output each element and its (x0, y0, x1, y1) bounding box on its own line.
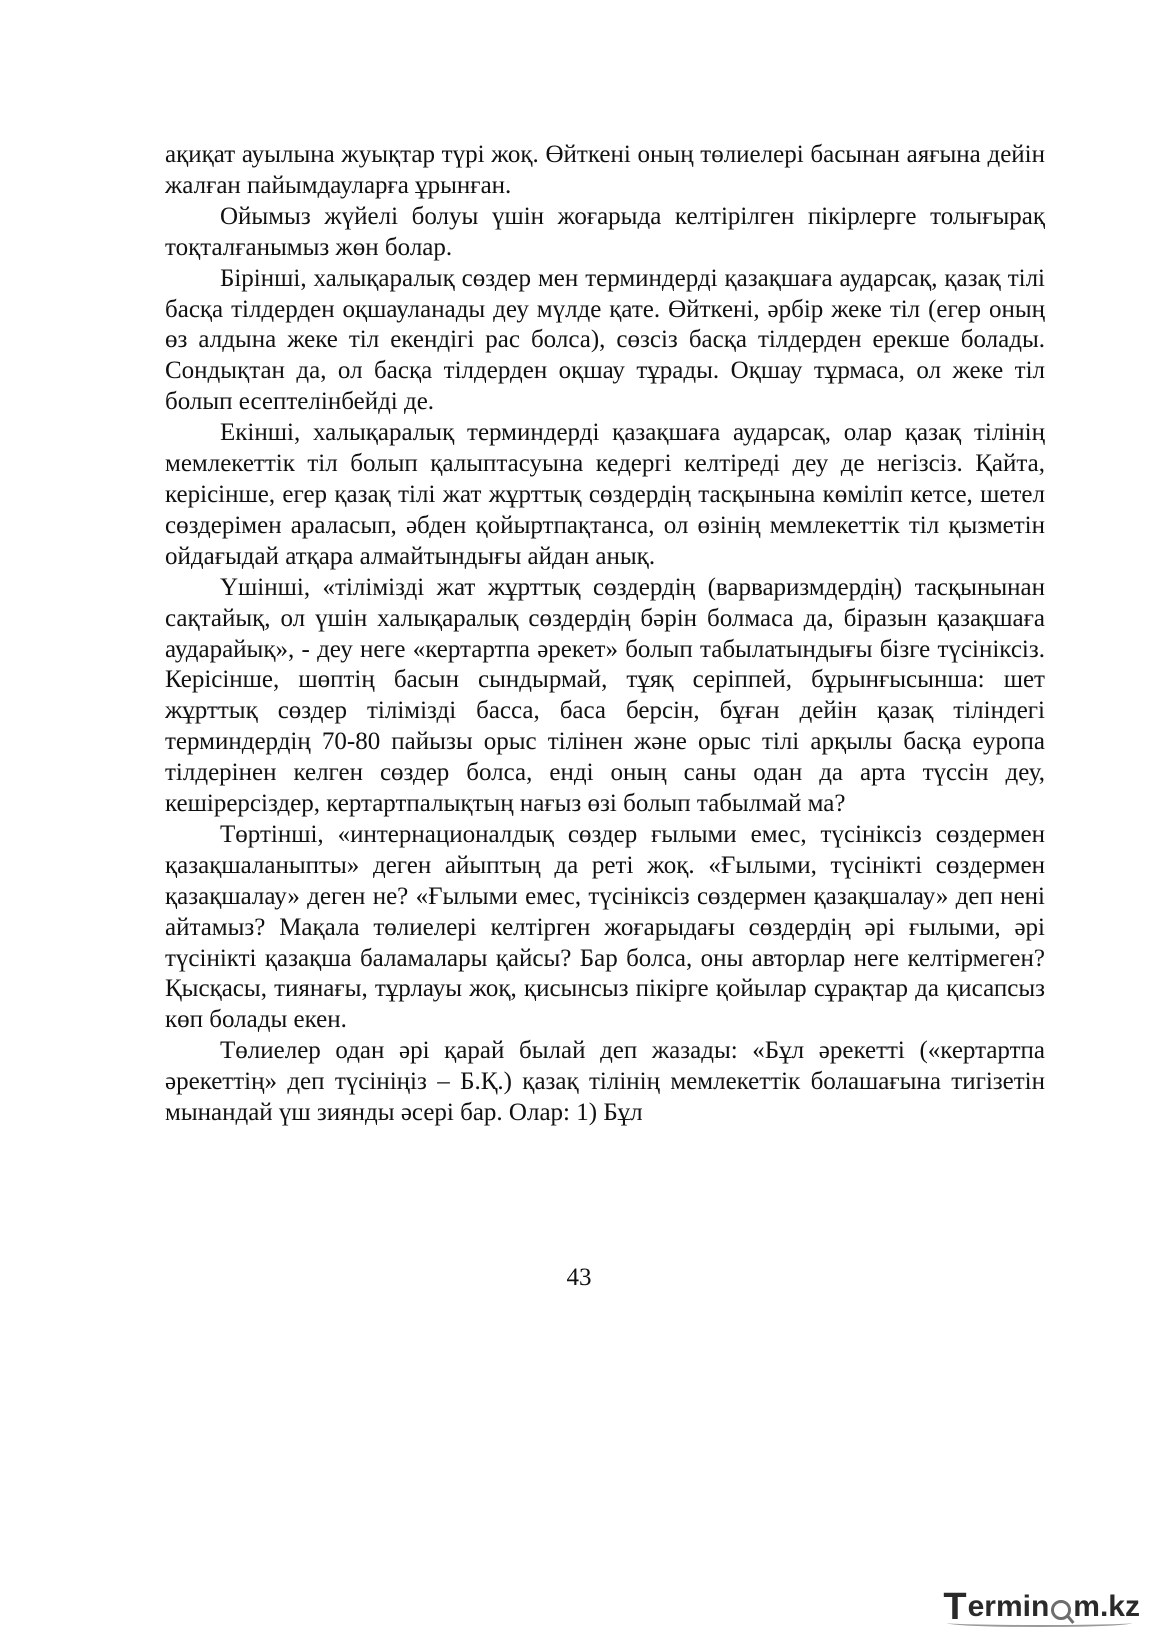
logo-text-prefix: ermin (967, 1590, 1050, 1623)
termincom-logo (943, 1585, 1140, 1629)
paragraph-third-point: Үшінші, «тілімізді жат жұрттық сөздердің (варваризмдердің) тасқынынан сақтайық, ол үшін халықаралық сөздердің бәрін болмаса да, біразын қазақшаға аударайық», - деу неге «кертартпа әрекет» болып табылатындығы бізге түсініксіз. Керісінше, шөптің басын сындырмай, тұяқ серіппей, бұрынғысынша: шет жұрттық сөздер тілімізді басса, баса берсін, бұған дейін қазақ тіліндегі терминдердің 70-80 пайызы орыс тілінен және орыс тілі арқылы басқа еуропа тілдерінен келген сөздер болса, енді оның саны одан да арта түссін деу, кешірерсіздер, кертартпалықтың нағыз өзі болып табылмай ма? (165, 573, 1045, 818)
paragraph-first-point: Бірінші, халықаралық сөздер мен терминдерді қазақшаға аударсақ, қазақ тілі басқа тілдерден оқшауланады деу мүлде қате. Өйткені, әрбір жеке тіл (егер оның өз алдына жеке тіл екендігі рас болса), сөзсіз басқа тілдерден ерекше болады. Сондықтан да, ол басқа тілдерден оқшау тұрады. Оқшау тұрмаса, ол жеке тіл болып есептелінбейді де. (165, 264, 1045, 416)
logo-t-glyph: T (943, 1585, 967, 1628)
magnifier-icon (1051, 1600, 1071, 1620)
page-number: 43 (566, 1264, 592, 1291)
logo-swoosh (947, 1619, 1132, 1627)
paragraph-continuation: ақиқат ауылына жуықтар түрі жоқ. Өйткені оның төлиелері басынан аяғына дейін жалған пайымдауларға ұрынған. (165, 141, 1045, 199)
paragraph-quote-start: Төлиелер одан әрі қарай былай деп жазады: «Бұл әрекетті («кертартпа әрекеттің» деп түсініңіз – Б.Қ.) қазақ тілінің мемлекеттік болашағына тигізетін мынандай үш зиянды әсері бар. Олар: 1) Бұл (165, 1037, 1045, 1127)
paragraph-second-point: Екінші, халықаралық терминдерді қазақшаға аударсақ, олар қазақ тілінің мемлекеттік тіл болып қалыптасуына кедергі келтіреді деу де негізсіз. Қайта, керісінше, егер қазақ тілі жат жұрттық сөздердің тасқынына көміліп кетсе, шетел сөздерімен араласып, әбден қойыртпақтанса, ол өзінің мемлекеттік тіл қызметін ойдағыдай атқара алмайтындығы айдан анық. (165, 419, 1045, 570)
document-body (165, 140, 1045, 1129)
logo-text-suffix: m.kz (1073, 1590, 1140, 1623)
paragraph-intro: Ойымыз жүйелі болуы үшін жоғарыда келтірілген пікірлерге толығырақ тоқталғанымыз жөн болар. (165, 202, 1045, 261)
paragraph-fourth-point: Төртінші, «интернационалдық сөздер ғылыми емес, түсініксіз сөздермен қазақшаланыпты» деген айыптың да реті жоқ. «Ғылыми, түсінікті сөздермен қазақшалау» деген не? «Ғылыми емес, түсініксіз сөздермен қазақшалау» деп нені айтамыз? Мақала төлиелері келтірген жоғарыдағы сөздердің әрі ғылыми, әрі түсінікті қазақша баламалары қайсы? Бар болса, оны авторлар неге келтірмеген? Қысқасы, тиянағы, тұрлауы жоқ, қисынсыз пікірге қойылар сұрақтар да қисапсыз көп болады екен. (165, 820, 1045, 1034)
